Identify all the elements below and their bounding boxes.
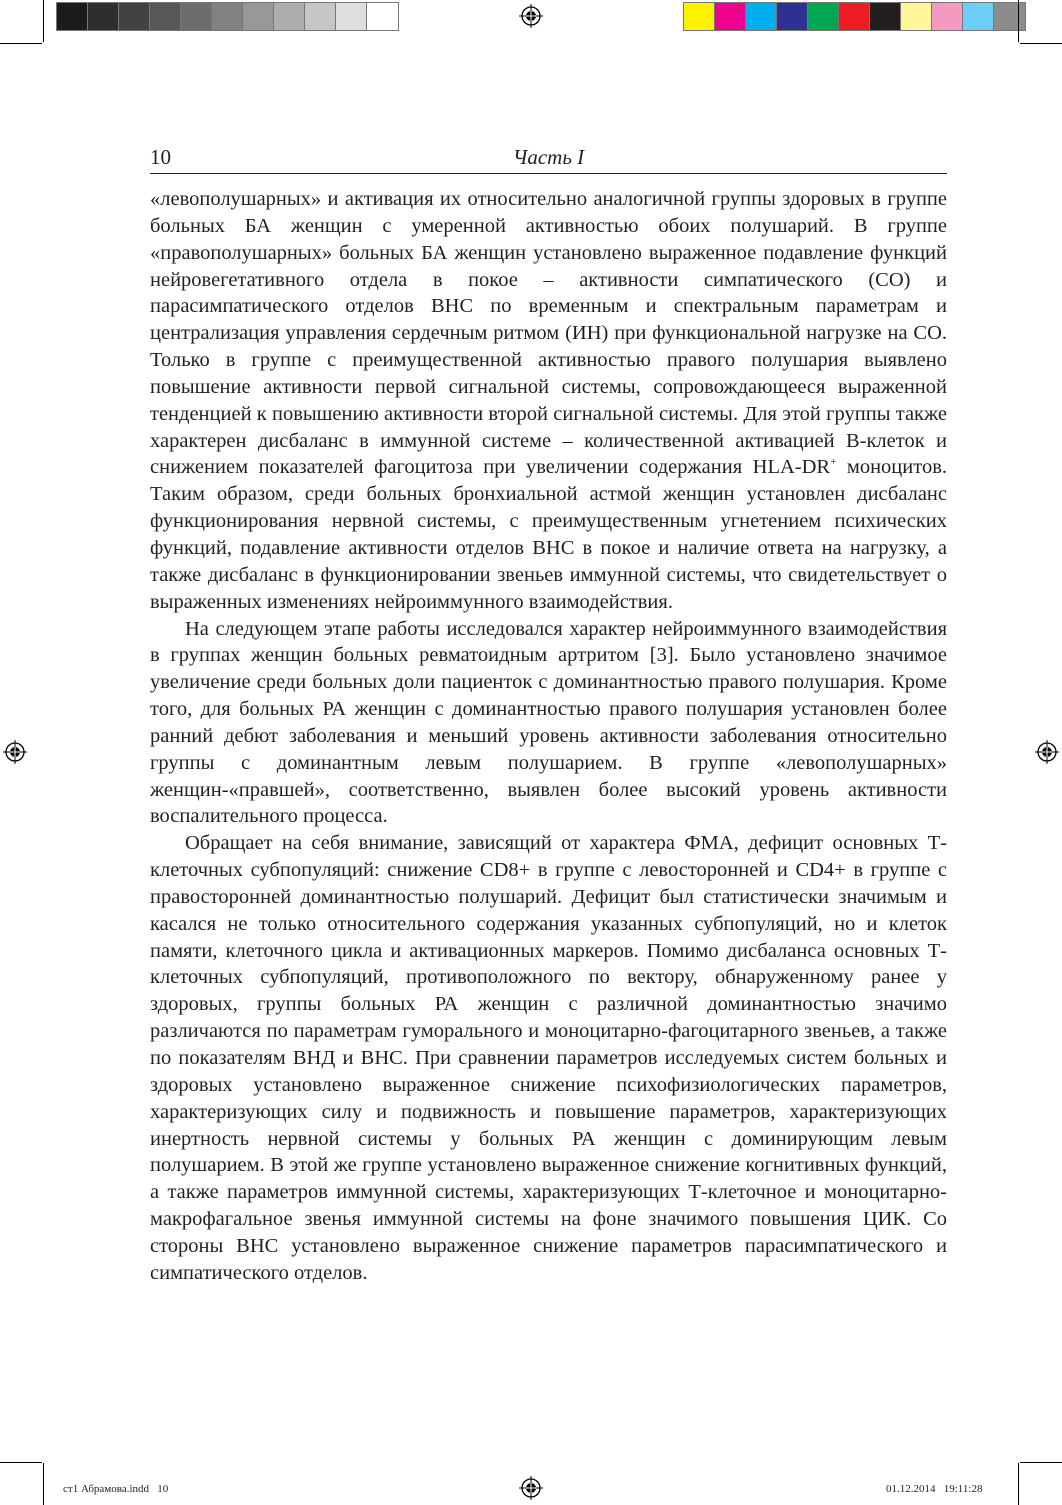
crop-mark bbox=[43, 1463, 44, 1505]
registration-mark-icon bbox=[1035, 740, 1059, 764]
color-swatch bbox=[932, 3, 963, 30]
color-swatch bbox=[684, 3, 715, 30]
registration-mark-icon bbox=[3, 740, 27, 764]
gray-swatch bbox=[181, 3, 212, 30]
crop-mark bbox=[1020, 43, 1062, 44]
color-swatch bbox=[901, 3, 932, 30]
gray-swatch bbox=[119, 3, 150, 30]
gray-swatch bbox=[336, 3, 367, 30]
color-swatch bbox=[715, 3, 746, 30]
superscript: + bbox=[830, 456, 837, 469]
crop-mark bbox=[1020, 1462, 1062, 1463]
gray-swatch bbox=[305, 3, 336, 30]
color-swatch bbox=[777, 3, 808, 30]
color-swatch bbox=[746, 3, 777, 30]
crop-mark bbox=[0, 1462, 42, 1463]
registration-mark-icon bbox=[519, 4, 543, 28]
body-text bbox=[150, 186, 947, 1287]
color-swatch bbox=[808, 3, 839, 30]
gray-swatch bbox=[274, 3, 305, 30]
crop-mark bbox=[0, 43, 42, 44]
running-head: Часть I bbox=[512, 145, 585, 169]
crop-mark bbox=[43, 0, 44, 42]
gray-swatch bbox=[88, 3, 119, 30]
gray-swatch bbox=[367, 3, 398, 30]
color-swatch bbox=[994, 3, 1025, 30]
page-number: 10 bbox=[150, 145, 171, 169]
gray-swatch bbox=[150, 3, 181, 30]
crop-mark bbox=[1018, 1463, 1019, 1505]
page-header bbox=[150, 143, 947, 174]
slug-filename: ст1 Абрамова.indd 10 bbox=[63, 1483, 169, 1495]
paragraph bbox=[150, 186, 947, 616]
paragraph: На следующем этапе работы исследовался характер нейроиммунного взаимодействия в группах женщин больных ревматоидным артритом [3]. Было установлено значимое увеличение среди больных доли пациенток с доминантностью правого полушария. Кроме того, для больных РА женщин с доминантностью правого полушария установлен более ранний дебют заболевания и меньший уровень активности заболевания относительно группы с доминантным левым полушарием. В группе «левополушарных» женщин-«правшей», соответственно, выявлен более высокий уровень активности воспалительного процесса. bbox=[150, 617, 947, 828]
paragraph-text: моноцитов. Таким образом, среди больных бронхиальной астмой женщин установлен дисбаланс функционирования нервной системы, с преимущественным угнетением психических функций, подавление активности отделов ВНС в покое и наличие ответа на нагрузку, а также дисбаланс в функционировании звеньев иммунной системы, что свидетельствует о выраженных изменениях нейроиммунного взаимодействия. bbox=[150, 456, 947, 613]
slug-datetime: 01.12.2014 19:11:28 bbox=[886, 1483, 983, 1495]
gray-calibration-bar bbox=[56, 2, 399, 31]
gray-swatch bbox=[57, 3, 88, 30]
registration-mark-icon bbox=[519, 1476, 543, 1500]
color-swatch bbox=[839, 3, 870, 30]
paragraph: Обращает на себя внимание, зависящий от характера ФМА, дефицит основных Т-клеточных субпопуляций: снижение CD8+ в группе с левосторонней и CD4+ в группе с правосторонней доминантностью полушарий. Дефицит был статистически значимым и касался не только относительного содержания указанных субпопуляций, но и клеток памяти, клеточного цикла и активационных маркеров. Помимо дисбаланса основных Т-клеточных субпопуляций, противоположного по вектору, обнаруженному ранее у здоровых, группы больных РА женщин с различной доминантностью значимо различаются по параметрам гуморального и моноцитарно-фагоцитарного звеньев, а также по показателям ВНД и ВНС. При сравнении параметров исследуемых систем больных и здоровых установлено выраженное снижение психофизиологических параметров, характеризующих силу и подвижность и повышение параметров, характеризующих инертность нервной системы у больных РА женщин с доминирующим левым полушарием. В этой же группе установлено выраженное снижение когнитивных функций, а также параметров иммунной системы, характеризующих Т-клеточное и моноцитарно-макрофагальное звенья иммунной системы на фоне значимого повышения ЦИК. Со стороны ВНС установлено выраженное снижение параметров парасимпатического и симпатического отделов. bbox=[150, 832, 947, 1284]
gray-swatch bbox=[243, 3, 274, 30]
gray-swatch bbox=[212, 3, 243, 30]
paragraph-text: «левополушарных» и активация их относительно аналогичной группы здоровых в группе больных БА женщин с умеренной активностью обоих полушарий. В группе «правополушарных» больных БА женщин установлено выраженное подавление функций нейровегетативного отдела в покое – активности симпатического (СО) и парасимпатического отделов ВНС по временным и спектральным параметрам и централизация управления сердечным ритмом (ИН) при функциональной нагрузке на СО. Только в группе с преимущественной активностью правого полушария выявлено повышение активности первой сигнальной системы, сопровождающееся выраженной тенденцией к повышению активности второй сигнальной системы. Для этой группы также характерен дисбаланс в иммунной системе – количественной активацией В-клеток и снижением показателей фагоцитоза при увеличении содержания HLA-DR bbox=[150, 188, 947, 479]
crop-mark bbox=[1018, 0, 1019, 42]
color-swatch bbox=[870, 3, 901, 30]
color-swatch bbox=[963, 3, 994, 30]
color-calibration-bar bbox=[683, 2, 1026, 31]
